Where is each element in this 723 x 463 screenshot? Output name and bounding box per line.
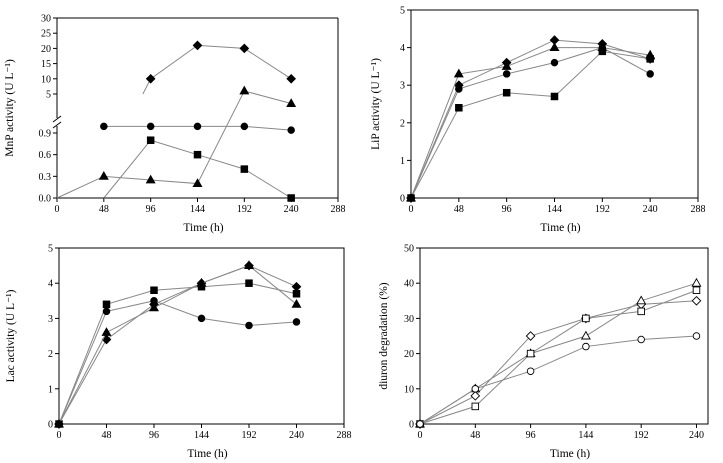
series-3	[417, 287, 700, 427]
chart-panel-4	[378, 244, 708, 461]
data-point	[146, 75, 154, 83]
plot-frame	[59, 248, 344, 424]
y-axis-label: MnP activity (U L⁻¹)	[4, 59, 16, 157]
x-tick-label: 192	[241, 430, 257, 441]
data-point	[638, 336, 645, 343]
y-tick-label: 3	[48, 313, 53, 325]
y-tick-label: 30	[404, 313, 414, 325]
data-point	[288, 195, 295, 202]
x-tick-label: 144	[578, 430, 594, 441]
data-point	[550, 43, 558, 50]
data-point	[408, 195, 415, 202]
data-point	[194, 151, 201, 158]
data-point	[293, 319, 300, 326]
data-point	[551, 93, 558, 100]
y-axis-label: Lac activity (U L⁻¹)	[5, 289, 17, 383]
data-point	[101, 123, 108, 130]
data-point	[472, 403, 479, 410]
x-tick-label: 0	[56, 430, 62, 441]
y-axis-label: diuron degradation (%)	[378, 282, 390, 390]
data-point	[693, 333, 700, 340]
x-tick-label: 240	[289, 430, 304, 441]
data-point	[503, 89, 510, 96]
y-tick-label: 1	[48, 384, 53, 396]
data-point	[583, 343, 590, 350]
data-point	[246, 322, 253, 329]
data-point	[147, 123, 154, 130]
x-axis-label: Time (h)	[540, 222, 581, 234]
data-point	[503, 71, 510, 78]
series-1	[407, 36, 655, 202]
y-tick-label: 30	[41, 13, 51, 25]
y-tick-label: 10	[41, 74, 51, 86]
y-tick-label: 50	[404, 243, 414, 255]
data-point	[456, 86, 463, 93]
x-tick-label: 288	[690, 204, 706, 215]
y-tick-label: 4	[400, 43, 405, 55]
data-point	[647, 56, 654, 63]
x-tick-label: 240	[642, 204, 658, 215]
data-point	[56, 421, 63, 428]
x-tick-label: 48	[453, 204, 464, 215]
data-point	[103, 301, 110, 308]
x-tick-label: 96	[149, 430, 159, 441]
y-tick-label: 4	[48, 278, 53, 290]
data-point	[456, 104, 463, 111]
series-2	[101, 123, 295, 133]
data-point	[583, 315, 590, 322]
data-point	[693, 287, 700, 294]
y-tick-label: 0.0	[38, 193, 51, 205]
x-tick-label: 192	[594, 204, 610, 215]
y-tick-label: 0	[409, 419, 414, 431]
x-tick-label: 144	[190, 204, 205, 215]
y-tick-label: 0.6	[38, 150, 51, 162]
y-tick-label: 15	[41, 59, 51, 71]
series-line	[57, 91, 291, 198]
series-line	[143, 45, 291, 94]
y-tick-label: 5	[48, 243, 53, 255]
data-point	[151, 298, 158, 305]
plot-frame	[420, 248, 708, 424]
x-tick-label: 96	[525, 430, 536, 441]
data-point	[292, 300, 300, 307]
series-line	[59, 266, 297, 424]
y-tick-label: 0	[48, 419, 53, 431]
y-tick-label: 0.3	[38, 171, 51, 183]
x-axis-label: Time (h)	[187, 448, 228, 460]
data-point	[246, 280, 253, 287]
series-4	[408, 48, 654, 201]
series-1	[143, 41, 296, 94]
data-point	[551, 59, 558, 66]
data-point	[527, 368, 534, 375]
series-3	[104, 137, 295, 201]
x-axis-label: Time (h)	[549, 448, 591, 460]
data-point	[194, 123, 201, 130]
series-line	[411, 51, 650, 198]
series-line	[411, 48, 650, 198]
x-tick-label: 96	[501, 204, 512, 215]
x-tick-label: 48	[98, 204, 109, 215]
x-tick-label: 0	[408, 204, 414, 215]
y-tick-label: 20	[41, 43, 51, 55]
data-point	[692, 279, 700, 286]
y-tick-label: 2	[400, 118, 405, 130]
x-tick-label: 192	[236, 204, 252, 215]
x-tick-label: 96	[145, 204, 156, 215]
x-tick-label: 192	[633, 430, 649, 441]
data-point	[472, 386, 479, 393]
data-point	[417, 421, 424, 428]
series-4	[57, 87, 295, 198]
y-tick-label: 5	[46, 89, 51, 101]
x-tick-label: 0	[54, 204, 60, 215]
data-point	[647, 71, 654, 78]
data-point	[599, 48, 606, 55]
data-point	[582, 332, 590, 339]
y-tick-label: 2	[48, 349, 53, 361]
series-line	[59, 283, 297, 424]
x-tick-label: 144	[194, 430, 209, 441]
y-tick-label: 20	[404, 349, 414, 361]
data-point	[151, 287, 158, 294]
y-tick-label: 1	[400, 155, 405, 167]
x-tick-label: 288	[336, 430, 352, 441]
chart-panel-2	[370, 6, 706, 235]
y-tick-label: 3	[400, 80, 405, 92]
chart-panel-3	[5, 244, 352, 461]
series-1	[56, 280, 300, 427]
y-tick-label: 25	[41, 28, 51, 40]
data-point	[292, 283, 300, 291]
data-point	[198, 315, 205, 322]
data-point	[638, 308, 645, 315]
x-axis-label: Time (h)	[183, 222, 224, 234]
y-tick-label: 0	[400, 193, 405, 205]
series-4	[56, 298, 300, 428]
y-tick-label: 10	[404, 384, 414, 396]
data-point	[103, 308, 110, 315]
series-3	[408, 44, 654, 201]
data-point	[240, 87, 248, 94]
y-axis-label: LiP activity (U L⁻¹)	[370, 58, 382, 150]
data-point	[193, 41, 201, 49]
chart-panel-1	[4, 14, 346, 235]
series-4	[417, 333, 700, 428]
x-tick-label: 48	[101, 430, 112, 441]
data-point	[100, 172, 108, 179]
data-point	[240, 44, 248, 52]
data-point	[692, 297, 700, 305]
series-line	[104, 140, 291, 198]
data-point	[287, 75, 295, 83]
series-line	[59, 301, 297, 424]
series-line	[420, 290, 696, 424]
x-tick-label: 0	[417, 430, 423, 441]
data-point	[527, 350, 534, 357]
data-point	[102, 335, 110, 343]
series-line	[411, 48, 650, 198]
x-tick-label: 240	[283, 204, 299, 215]
data-point	[288, 127, 295, 134]
series-line	[411, 40, 650, 198]
series-line	[420, 301, 696, 424]
series-1	[416, 297, 701, 429]
series-line	[59, 266, 297, 424]
data-point	[241, 166, 248, 173]
y-tick-label: 5	[400, 5, 405, 17]
x-tick-label: 288	[330, 204, 346, 215]
x-tick-label: 144	[547, 204, 562, 215]
y-tick-label: 0.9	[38, 128, 51, 140]
x-tick-label: 48	[470, 430, 481, 441]
y-tick-label: 40	[404, 278, 414, 290]
data-point	[147, 137, 154, 144]
data-point	[241, 123, 248, 130]
data-point	[102, 328, 110, 335]
x-tick-label: 240	[688, 430, 704, 441]
